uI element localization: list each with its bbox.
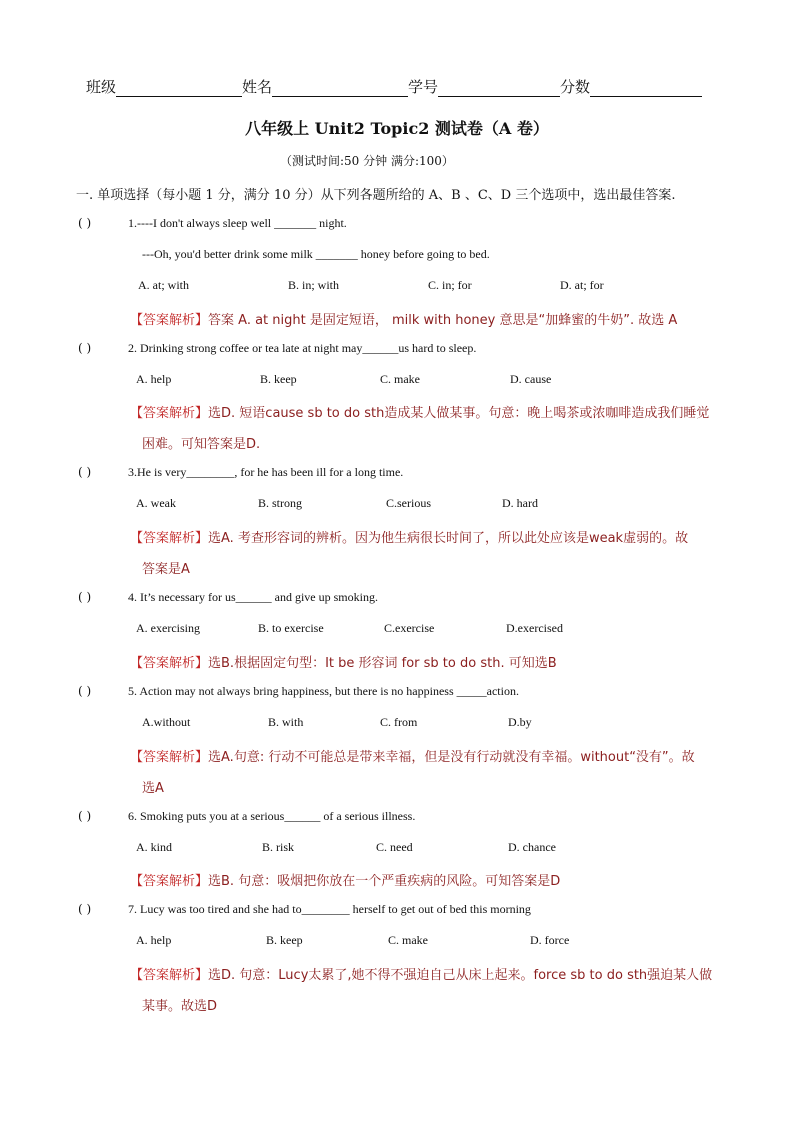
answer-explanation xyxy=(130,652,557,671)
name-label: 姓名 xyxy=(242,78,273,96)
name-blank[interactable] xyxy=(272,79,408,97)
option-a[interactable]: A. exercising xyxy=(136,621,200,635)
answer-explanation xyxy=(130,870,560,889)
answer-paren[interactable]: ( ) xyxy=(78,216,92,230)
option-b[interactable]: B. in; with xyxy=(288,278,340,292)
answer-explanation xyxy=(130,402,709,421)
question-text: 6. Smoking puts you at a serious______ of a serious illness. xyxy=(128,809,416,823)
answer-tag: 【答案解析】 xyxy=(130,531,209,546)
answer-paren[interactable]: ( ) xyxy=(78,902,92,916)
question-text: 2. Drinking strong coffee or tea late at night may______us hard to sleep. xyxy=(128,341,477,355)
option-c[interactable]: C.exercise xyxy=(384,621,435,635)
answer-text-continued: 答案是A xyxy=(142,562,190,577)
option-b[interactable]: B. strong xyxy=(258,496,303,510)
answer-text: 选B.根据固定句型：It be 形容词 for sb to do sth. 可知选B xyxy=(208,656,557,671)
student-info-header xyxy=(86,76,702,97)
answer-text: 选A.句意: 行动不可能总是带来幸福，但是没有行动就没有幸福。without“没有”。故 xyxy=(208,750,695,765)
option-d[interactable]: D. chance xyxy=(508,840,556,854)
question-text: 5. Action may not always bring happiness, but there is no happiness _____action. xyxy=(128,684,519,698)
score-blank[interactable] xyxy=(590,79,702,97)
option-b[interactable]: B. to exercise xyxy=(258,621,324,635)
id-blank[interactable] xyxy=(438,79,560,97)
answer-tag: 【答案解析】 xyxy=(130,406,209,421)
id-label: 学号 xyxy=(408,78,439,96)
answer-tag: 【答案解析】 xyxy=(130,874,209,889)
option-b[interactable]: B. keep xyxy=(260,372,297,386)
answer-tag: 【答案解析】 xyxy=(130,968,209,983)
page-title: 八年级上 Unit2 Topic2 测试卷（A 卷） xyxy=(245,119,549,138)
answer-text: 选A. 考查形容词的辨析。因为他生病很长时间了，所以此处应该是weak虚弱的。故 xyxy=(208,531,689,546)
answer-explanation xyxy=(130,527,688,546)
exam-subtitle: （测试时间:50 分钟 满分:100） xyxy=(280,154,454,168)
answer-tag: 【答案解析】 xyxy=(130,313,209,328)
answer-text: 选D. 句意：Lucy太累了,她不得不强迫自己从床上起来。force sb to do sth强迫某人做 xyxy=(208,968,713,983)
option-a[interactable]: A. at; with xyxy=(138,278,189,292)
option-a[interactable]: A. weak xyxy=(136,496,176,510)
answer-paren[interactable]: ( ) xyxy=(78,590,92,604)
option-d[interactable]: D.by xyxy=(508,715,532,729)
option-b[interactable]: B. with xyxy=(268,715,304,729)
option-d[interactable]: D. cause xyxy=(510,372,552,386)
option-d[interactable]: D. force xyxy=(530,933,570,947)
question-text: 3.He is very________, for he has been ill for a long time. xyxy=(128,465,404,479)
section-one-instructions: 一. 单项选择（每小题 1 分，满分 10 分）从下列各题所给的 A、B 、C、D 三个选项中，选出最佳答案. xyxy=(76,188,676,203)
answer-paren[interactable]: ( ) xyxy=(78,465,92,479)
answer-text: 选D. 短语cause sb to do sth造成某人做某事。句意：晚上喝茶或浓咖啡造成我们睡觉 xyxy=(208,406,710,421)
question-text: 7. Lucy was too tired and she had to________ herself to get out of bed this morning xyxy=(128,902,531,916)
option-b[interactable]: B. keep xyxy=(266,933,303,947)
answer-paren[interactable]: ( ) xyxy=(78,809,92,823)
answer-tag: 【答案解析】 xyxy=(130,656,209,671)
question-text-continued: ---Oh, you'd better drink some milk _______ honey before going to bed. xyxy=(142,247,490,261)
option-b[interactable]: B. risk xyxy=(262,840,295,854)
answer-explanation xyxy=(130,746,695,765)
option-d[interactable]: D.exercised xyxy=(506,621,563,635)
option-a[interactable]: A. help xyxy=(136,933,172,947)
answer-text: 答案 A. at night 是固定短语， milk with honey 意思是“加蜂蜜的牛奶”. 故选 A xyxy=(208,313,678,328)
option-c[interactable]: C. make xyxy=(380,372,420,386)
option-d[interactable]: D. hard xyxy=(502,496,538,510)
question-text: 4. It’s necessary for us______ and give up smoking. xyxy=(128,590,378,604)
answer-text: 选B. 句意：吸烟把你放在一个严重疾病的风险。可知答案是D xyxy=(208,874,561,889)
option-a[interactable]: A.without xyxy=(142,715,191,729)
answer-explanation xyxy=(130,964,712,983)
option-a[interactable]: A. help xyxy=(136,372,172,386)
answer-text-continued: 某事。故选D xyxy=(142,999,218,1014)
class-blank[interactable] xyxy=(116,79,242,97)
option-c[interactable]: C. from xyxy=(380,715,418,729)
option-c[interactable]: C.serious xyxy=(386,496,431,510)
question-text: 1.----I don't always sleep well _______ night. xyxy=(128,216,347,230)
option-c[interactable]: C. need xyxy=(376,840,413,854)
answer-text-continued: 困难。可知答案是D. xyxy=(142,437,261,452)
answer-paren[interactable]: ( ) xyxy=(78,684,92,698)
class-label: 班级 xyxy=(86,78,117,96)
answer-text-continued: 选A xyxy=(142,781,164,796)
option-c[interactable]: C. make xyxy=(388,933,428,947)
option-a[interactable]: A. kind xyxy=(136,840,172,854)
answer-explanation xyxy=(130,309,677,328)
option-c[interactable]: C. in; for xyxy=(428,278,472,292)
answer-paren[interactable]: ( ) xyxy=(78,341,92,355)
score-label: 分数 xyxy=(560,78,591,96)
option-d[interactable]: D. at; for xyxy=(560,278,604,292)
answer-tag: 【答案解析】 xyxy=(130,750,209,765)
